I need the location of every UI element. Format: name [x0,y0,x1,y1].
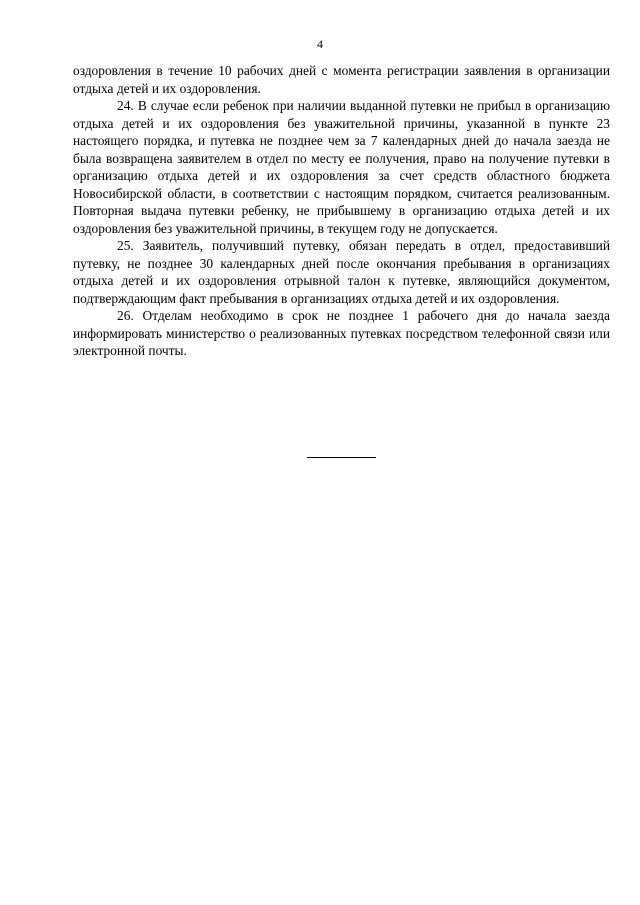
paragraph-continuation: оздоровления в течение 10 рабочих дней с момента регистрации заявления в организации отдыха детей и их оздоровления. [73,63,610,96]
paragraph-item-26: 26. Отделам необходимо в срок не позднее 1 рабочего дня до начала заезда информировать министерство о реализованных путевках посредством телефонной связи или электронной почты. [73,308,610,358]
document-end-divider [307,457,376,458]
document-body [73,62,610,360]
paragraph-item-24: 24. В случае если ребенок при наличии выданной путевки не прибыл в организацию отдыха детей и их оздоровления без уважительной причины, указанной в пункте 23 настоящего порядка, и путевка не позднее чем за 7 календарных дней до начала заезда не была возвращена заявителем в отдел по месту ее получения, право на получение путевки в организацию отдыха детей и их оздоровления за счет средств областного бюджета Новосибирской области, в соответствии с настоящим порядком, считается реализованным. Повторная выдача путевки ребенку, не прибывшему в организацию отдыха детей и их оздоровления без уважительной причины, в текущем году не допускается. [73,98,610,236]
paragraph-item-25: 25. Заявитель, получивший путевку, обязан передать в отдел, предоставивший путевку, не позднее 30 календарных дней после окончания пребывания в организациях отдыха детей и их оздоровления отрывной талон к путевке, являющийся документом, подтверждающим факт пребывания в организациях отдыха детей и их оздоровления. [73,238,610,306]
page-number: 4 [317,37,323,51]
